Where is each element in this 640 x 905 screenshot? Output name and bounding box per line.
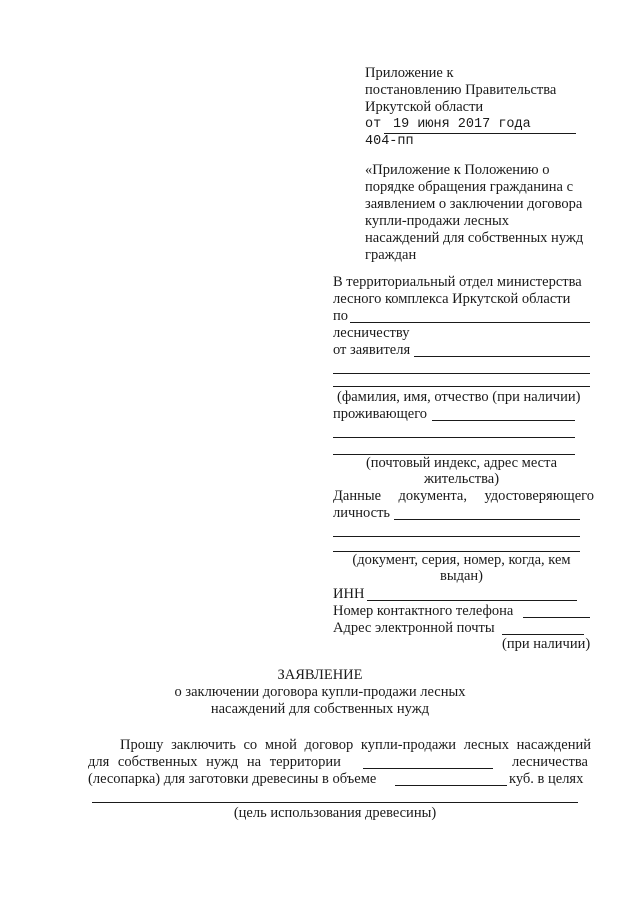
applicant-label: от заявителя — [333, 342, 411, 358]
address-hint-1: (почтовый индекс, адрес места — [365, 455, 558, 471]
appendix-date: 19 июня 2017 года — [393, 117, 531, 132]
id-document-label: Данные документа, удостоверяющего — [333, 488, 594, 504]
regulation-line-1: «Приложение к Положению о — [365, 162, 550, 178]
applicant-name-field-2[interactable] — [333, 373, 590, 374]
identity-label: личность — [333, 505, 391, 521]
address-hint-2: жительства) — [423, 471, 500, 487]
appendix-line-3: Иркутской области — [365, 99, 484, 115]
purpose-field[interactable] — [92, 802, 578, 803]
regulation-line-5: насаждений для собственных нужд — [365, 230, 584, 246]
inn-field[interactable] — [367, 600, 577, 601]
inn-label: ИНН — [333, 586, 365, 602]
body-line-3a: (лесопарка) для заготовки древесины в объеме — [88, 771, 377, 787]
volume-field[interactable] — [395, 785, 507, 786]
id-document-field-2[interactable] — [333, 536, 580, 537]
email-field[interactable] — [502, 634, 584, 635]
body-line-2a: для собственных нужд на территории — [88, 754, 341, 770]
fio-hint: (фамилия, имя, отчество (при наличии) — [337, 389, 581, 405]
applicant-name-field-1[interactable] — [414, 356, 590, 357]
id-document-field-1[interactable] — [394, 519, 580, 520]
phone-field[interactable] — [523, 617, 590, 618]
document-hint-2: выдан) — [440, 568, 483, 584]
email-hint: (при наличии) — [502, 636, 591, 652]
addressee-po-label: по — [333, 308, 349, 324]
body-line-2b: лесничества — [512, 754, 588, 770]
residing-label: проживающего — [333, 406, 428, 422]
appendix-date-prefix: от — [365, 117, 382, 132]
applicant-name-field-3[interactable] — [333, 386, 590, 387]
body-line-1: Прошу заключить со мной договор купли-продажи лесных насаждений — [120, 737, 591, 753]
regulation-line-3: заявлением о заключении договора — [365, 196, 583, 212]
appendix-line-1: Приложение к — [365, 65, 454, 81]
title-sub-1: о заключении договора купли-продажи лесных — [174, 684, 466, 700]
appendix-number: 404-пп — [365, 134, 414, 149]
phone-label: Номер контактного телефона — [333, 603, 514, 619]
purpose-hint: (цель использования древесины) — [233, 805, 437, 821]
addressee-line-2: лесного комплекса Иркутской области — [333, 291, 571, 307]
addressee-line-1: В территориальный отдел министерства — [333, 274, 582, 290]
title-sub-2: насаждений для собственных нужд — [210, 701, 430, 717]
regulation-line-2: порядке обращения гражданина с — [365, 179, 574, 195]
regulation-line-6: граждан — [365, 247, 417, 263]
regulation-line-4: купли-продажи лесных — [365, 213, 509, 229]
territory-field[interactable] — [363, 768, 493, 769]
document-hint-1: (документ, серия, номер, когда, кем — [352, 552, 571, 568]
email-label: Адрес электронной почты — [333, 620, 495, 636]
residence-field-1[interactable] — [432, 420, 575, 421]
title-main: ЗАЯВЛЕНИЕ — [277, 667, 363, 683]
appendix-line-2: постановлению Правительства — [365, 82, 557, 98]
body-line-3b: куб. в целях — [509, 771, 584, 787]
residence-field-2[interactable] — [333, 437, 575, 438]
addressee-forestry-label: лесничеству — [333, 325, 410, 341]
forestry-name-field[interactable] — [350, 322, 590, 323]
